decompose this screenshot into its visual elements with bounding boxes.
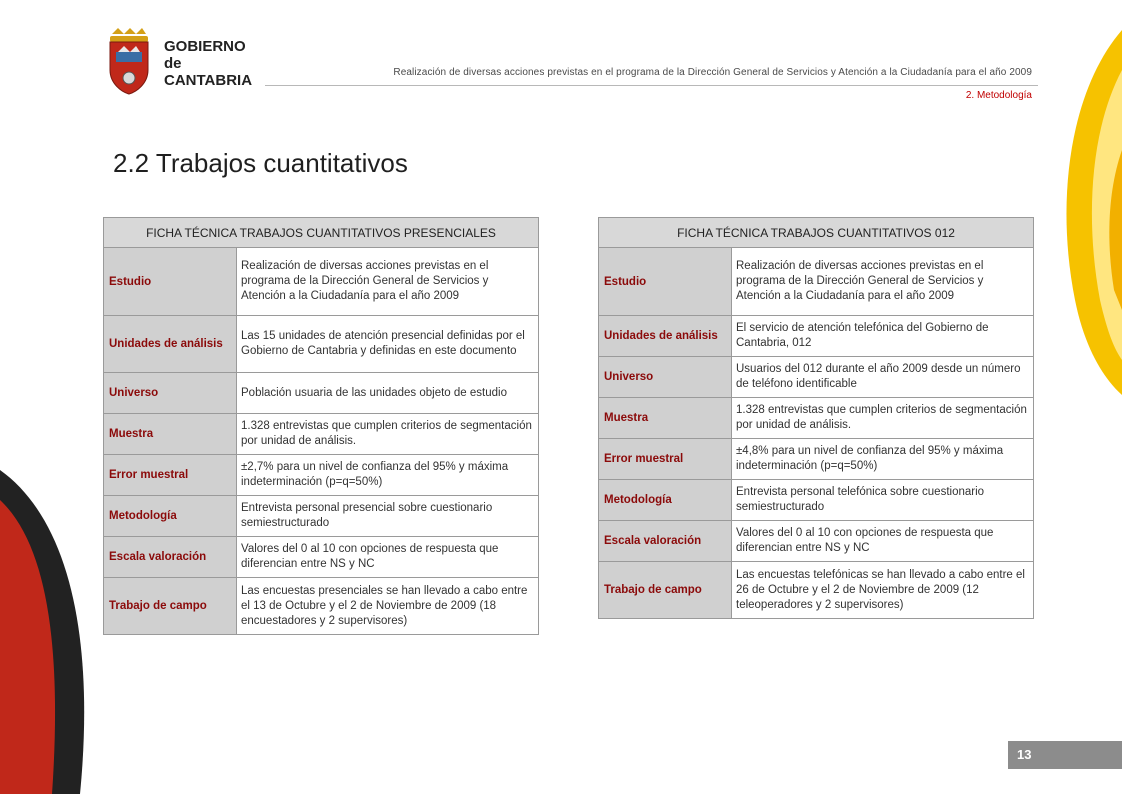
- row-label: Escala valoración: [599, 521, 732, 562]
- table-row: [599, 562, 1034, 619]
- row-label: Trabajo de campo: [104, 578, 237, 635]
- table-row: [599, 316, 1034, 357]
- table-row: [599, 480, 1034, 521]
- logo-line-2: de: [164, 55, 182, 72]
- row-label: Error muestral: [104, 455, 237, 496]
- section-label: 2. Metodología: [965, 90, 1032, 101]
- row-label: Universo: [104, 373, 237, 414]
- table-title: FICHA TÉCNICA TRABAJOS CUANTITATIVOS PRESENCIALES: [104, 218, 539, 248]
- page-title: 2.2 Trabajos cuantitativos: [113, 148, 408, 178]
- table-row: [104, 496, 539, 537]
- header-divider: [265, 85, 1038, 86]
- table-row: [599, 248, 1034, 316]
- row-value: ±2,7% para un nivel de confianza del 95% y máxima indeterminación (p=q=50%): [237, 455, 539, 496]
- row-label: Estudio: [599, 248, 732, 316]
- table-row: [104, 537, 539, 578]
- row-value: Las 15 unidades de atención presencial definidas por el Gobierno de Cantabria y definidas en este documento: [237, 316, 539, 373]
- table-row: [104, 373, 539, 414]
- table-title: FICHA TÉCNICA TRABAJOS CUANTITATIVOS 012: [599, 218, 1034, 248]
- logo-line-1: GOBIERNO: [164, 38, 246, 55]
- row-value: Entrevista personal telefónica sobre cuestionario semiestructurado: [732, 480, 1034, 521]
- row-value: 1.328 entrevistas que cumplen criterios de segmentación por unidad de análisis.: [237, 414, 539, 455]
- row-value: Usuarios del 012 durante el año 2009 desde un número de teléfono identificable: [732, 357, 1034, 398]
- row-value: Población usuaria de las unidades objeto de estudio: [237, 373, 539, 414]
- row-label: Unidades de análisis: [104, 316, 237, 373]
- table-row: [104, 316, 539, 373]
- table-row: [599, 398, 1034, 439]
- ficha-tecnica-012: [598, 217, 1034, 619]
- row-label: Muestra: [599, 398, 732, 439]
- row-value: Las encuestas presenciales se han llevado a cabo entre el 13 de Octubre y el 2 de Noviembre de 2009 (18 encuestadores y 2 supervisores): [237, 578, 539, 635]
- row-value: Las encuestas telefónicas se han llevado a cabo entre el 26 de Octubre y el 2 de Noviembre de 2009 (12 teleoperadores y 2 supervisores): [732, 562, 1034, 619]
- table-row: [104, 578, 539, 635]
- row-value: Valores del 0 al 10 con opciones de respuesta que diferencian entre NS y NC: [237, 537, 539, 578]
- table-row: [599, 439, 1034, 480]
- row-label: Muestra: [104, 414, 237, 455]
- row-label: Trabajo de campo: [599, 562, 732, 619]
- table-row: [599, 357, 1034, 398]
- row-value: Realización de diversas acciones previstas en el programa de la Dirección General de Servicios y Atención a la Ciudadanía para el año 2009: [732, 248, 1034, 316]
- table-row: [104, 248, 539, 316]
- table-row: [599, 521, 1034, 562]
- row-label: Universo: [599, 357, 732, 398]
- row-label: Metodología: [599, 480, 732, 521]
- table-row: [104, 455, 539, 496]
- row-value: ±4,8% para un nivel de confianza del 95% y máxima indeterminación (p=q=50%): [732, 439, 1034, 480]
- row-label: Unidades de análisis: [599, 316, 732, 357]
- row-label: Metodología: [104, 496, 237, 537]
- row-label: Error muestral: [599, 439, 732, 480]
- row-value: Valores del 0 al 10 con opciones de respuesta que diferencian entre NS y NC: [732, 521, 1034, 562]
- logo-wordmark: [164, 38, 252, 89]
- page-number-badge: 13: [1008, 741, 1122, 769]
- logo-line-3: CANTABRIA: [164, 72, 253, 89]
- ficha-tecnica-presenciales: [103, 217, 539, 635]
- row-label: Estudio: [104, 248, 237, 316]
- row-value: Entrevista personal presencial sobre cuestionario semiestructurado: [237, 496, 539, 537]
- table-row: [104, 414, 539, 455]
- row-value: El servicio de atención telefónica del Gobierno de Cantabria, 012: [732, 316, 1034, 357]
- row-label: Escala valoración: [104, 537, 237, 578]
- row-value: Realización de diversas acciones previstas en el programa de la Dirección General de Servicios y Atención a la Ciudadanía para el año 2009: [237, 248, 539, 316]
- row-value: 1.328 entrevistas que cumplen criterios de segmentación por unidad de análisis.: [732, 398, 1034, 439]
- document-title: Realización de diversas acciones previstas en el programa de la Dirección General de Servicios y Atención a la Ciudadanía para el año 2009: [393, 67, 1032, 78]
